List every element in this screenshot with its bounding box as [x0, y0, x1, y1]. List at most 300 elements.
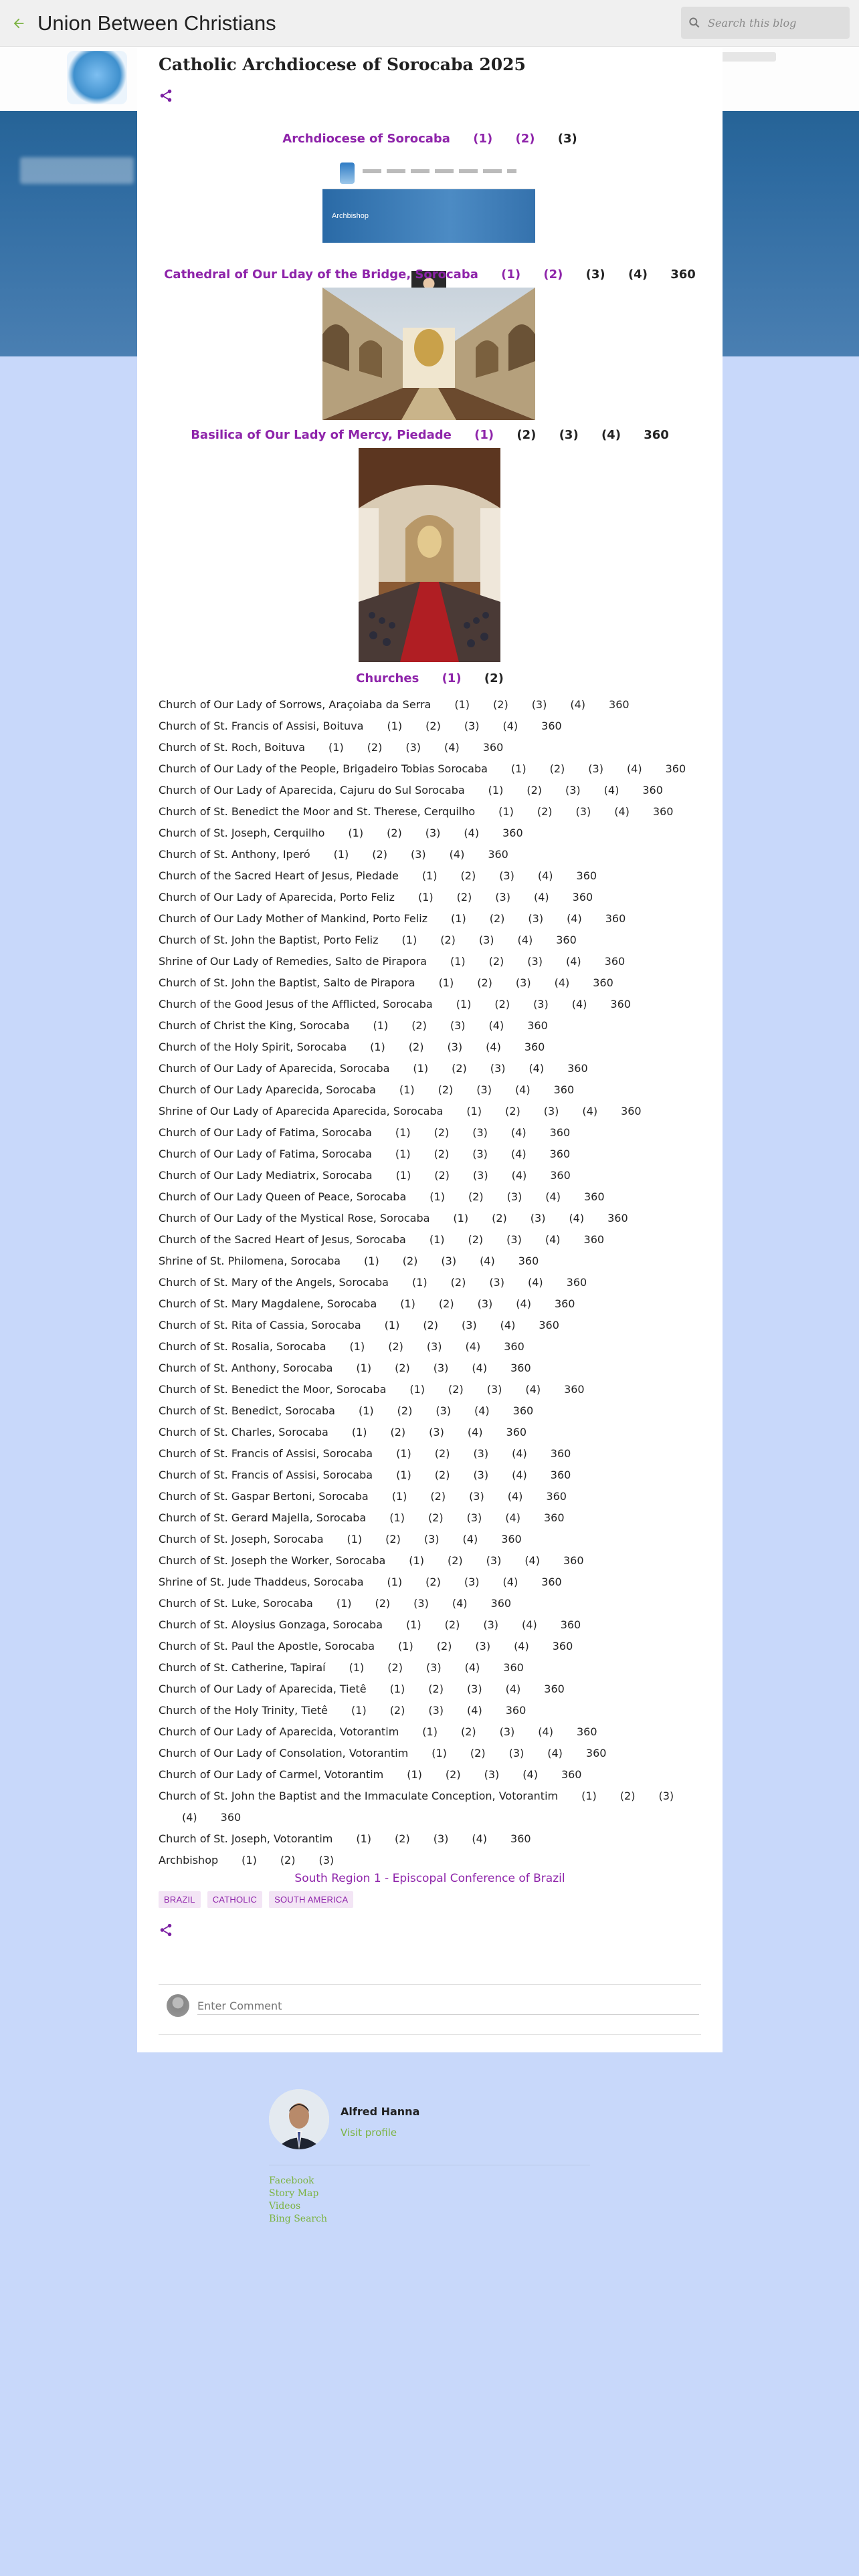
church-name: Shrine of Our Lady of Remedies, Salto de Pirapora: [159, 955, 427, 968]
label-chip[interactable]: CATHOLIC: [207, 1891, 262, 1908]
profile-name[interactable]: Alfred Hanna: [341, 2105, 420, 2118]
church-ref: 360: [642, 784, 663, 796]
church-name: Church of St. Luke, Sorocaba: [159, 1597, 313, 1610]
section-link-1[interactable]: (1): [501, 267, 521, 282]
church-ref: (4): [538, 1725, 553, 1738]
church-ref: (3): [575, 805, 591, 818]
church-ref: (4): [565, 955, 581, 968]
church-ref: 360: [502, 827, 523, 839]
profile-link[interactable]: Facebook: [269, 2175, 314, 2186]
church-ref: (3): [499, 869, 514, 882]
church-ref: (2): [489, 912, 505, 925]
church-ref: 360: [552, 1640, 573, 1652]
church-name: Church of St. Benedict the Moor, Sorocaba: [159, 1383, 387, 1396]
church-ref: (3): [499, 1725, 515, 1738]
church-ref: (3): [506, 1190, 522, 1203]
section-title-link[interactable]: Churches: [356, 671, 419, 685]
church-row: [159, 1422, 707, 1443]
church-ref: (2): [402, 1255, 418, 1267]
church-ref: (1): [333, 848, 349, 861]
church-ref: (1): [373, 1019, 389, 1032]
church-ref: (2): [460, 1725, 476, 1738]
church-name: Church of Our Lady Mediatrix, Sorocaba: [159, 1169, 373, 1182]
church-row: [159, 1293, 707, 1315]
church-ref: (1): [411, 1276, 427, 1289]
church-name: Church of Our Lady of Aparecida, Sorocaba: [159, 1062, 390, 1075]
church-ref: 360: [585, 1747, 607, 1759]
church-ref: (2): [411, 1019, 427, 1032]
church-ref: (1): [401, 934, 417, 946]
church-ref: (3): [425, 827, 441, 839]
search-input[interactable]: [708, 17, 842, 29]
church-ref: (4): [510, 1148, 527, 1160]
section-basilica: [137, 428, 723, 442]
church-ref: (1): [409, 1383, 425, 1396]
church-row: [159, 1400, 707, 1422]
church-row: [159, 1443, 707, 1465]
cathedral-interior-image[interactable]: [322, 288, 535, 420]
church-ref: (2): [488, 955, 504, 968]
share-icon[interactable]: [159, 88, 173, 106]
church-ref: (2): [445, 1768, 461, 1781]
church-ref: (3): [429, 1426, 444, 1438]
church-ref: (4): [582, 1105, 598, 1117]
church-ref: (2): [397, 1404, 413, 1417]
church-ref: 360: [512, 1404, 534, 1417]
share-icon[interactable]: [159, 1923, 173, 1940]
church-row: [159, 1037, 707, 1058]
church-name: Church of the Sacred Heart of Jesus, Sorocaba: [159, 1233, 406, 1246]
church-ref: (4): [452, 1597, 468, 1610]
church-ref: (2): [470, 1747, 486, 1759]
section-link-2[interactable]: (2): [515, 132, 535, 146]
church-ref: (3): [508, 1747, 524, 1759]
church-ref: (3): [318, 1854, 335, 1866]
church-ref: (1): [349, 1340, 365, 1353]
top-bar: [0, 0, 859, 47]
church-ref: (2): [438, 1083, 454, 1096]
church-ref: (3): [476, 1083, 492, 1096]
church-ref: (3): [466, 1511, 482, 1524]
church-ref: (4): [462, 1533, 478, 1545]
church-name: Church of St. Francis of Assisi, Boituva: [159, 720, 364, 732]
church-row: [159, 1529, 707, 1550]
blog-title[interactable]: Union Between Christians: [37, 11, 276, 35]
church-name: Church of St. Rita of Cassia, Sorocaba: [159, 1319, 361, 1331]
church-ref: (2): [527, 784, 542, 796]
church-ref: (3): [489, 1276, 504, 1289]
section-ref-360: 360: [644, 428, 669, 442]
church-ref: (3): [588, 762, 603, 775]
church-ref: (3): [543, 1105, 559, 1117]
church-ref: (2): [444, 1618, 460, 1631]
church-list: [159, 694, 707, 1871]
church-ref: (4): [614, 805, 630, 818]
section-churches: [137, 671, 723, 685]
church-ref: (2): [468, 1233, 484, 1246]
church-name: Church of St. Anthony, Sorocaba: [159, 1362, 333, 1374]
church-ref: 360: [583, 1190, 605, 1203]
church-row: [159, 1721, 707, 1743]
church-ref: (2): [389, 1704, 405, 1717]
church-ref: (4): [527, 1276, 543, 1289]
church-row: [159, 1208, 707, 1229]
church-ref: (1): [364, 1255, 379, 1267]
church-ref: (3): [473, 1447, 489, 1460]
church-name: Church of the Good Jesus of the Afflicted, Sorocaba: [159, 998, 433, 1010]
church-ref: (1): [351, 1426, 367, 1438]
church-ref: (3): [472, 1169, 488, 1182]
church-ref: (3): [486, 1554, 502, 1567]
comment-input[interactable]: [197, 2000, 666, 2012]
church-ref: (4): [545, 1233, 561, 1246]
church-ref: (3): [428, 1704, 444, 1717]
church-ref: (1): [421, 869, 438, 882]
banner-text-blur: [20, 157, 134, 184]
church-ref: (4): [545, 1190, 561, 1203]
church-name: Church of the Sacred Heart of Jesus, Piedade: [159, 869, 399, 882]
church-ref: (2): [375, 1597, 391, 1610]
church-ref: 360: [572, 891, 593, 903]
section-ref-2: (2): [516, 428, 537, 442]
church-name: Church of Our Lady Mother of Mankind, Porto Feliz: [159, 912, 428, 925]
church-ref: (3): [425, 1661, 442, 1674]
church-ref: (4): [505, 1683, 521, 1695]
church-ref: 360: [609, 698, 630, 711]
church-row: [159, 1165, 707, 1186]
section-ref-4: (4): [628, 267, 648, 282]
church-ref: (1): [347, 1533, 363, 1545]
church-ref: 360: [505, 1704, 527, 1717]
church-name: Church of St. Catherine, Tapiraí: [159, 1661, 326, 1674]
church-ref: (3): [405, 741, 421, 754]
church-ref: (4): [603, 784, 619, 796]
church-ref: (3): [413, 1597, 429, 1610]
church-row: [159, 1614, 707, 1636]
church-row: [159, 1101, 707, 1122]
church-ref: (3): [490, 1062, 506, 1075]
church-ref: (3): [506, 1233, 522, 1246]
church-ref: (2): [494, 998, 510, 1010]
church-ref: (2): [450, 1276, 466, 1289]
comment-underline: [197, 2014, 699, 2015]
church-ref: (4): [525, 1383, 541, 1396]
church-ref: (4): [529, 1062, 545, 1075]
church-ref: (4): [464, 1661, 480, 1674]
church-ref: (3): [530, 1212, 546, 1224]
church-ref: (1): [451, 912, 466, 925]
church-name: Church of Our Lady of Aparecida, Porto Feliz: [159, 891, 395, 903]
church-ref: (2): [430, 1490, 446, 1503]
church-ref: 360: [560, 1618, 581, 1631]
church-row: [159, 1786, 707, 1828]
post-title: Catholic Archdiocese of Sorocaba 2025: [159, 55, 526, 74]
church-row: [159, 1358, 707, 1379]
church-row: [159, 844, 707, 865]
post-labels: [159, 1891, 353, 1908]
label-chip[interactable]: BRAZIL: [159, 1891, 201, 1908]
church-ref: (1): [387, 720, 403, 732]
search-box[interactable]: [681, 7, 850, 39]
church-ref: (4): [486, 1041, 501, 1053]
church-ref: (1): [422, 1725, 438, 1738]
church-ref: (4): [449, 848, 465, 861]
section-ref-3: (3): [557, 132, 577, 146]
church-row: [159, 1379, 707, 1400]
church-ref: 360: [504, 1340, 524, 1353]
church-ref: (4): [182, 1811, 197, 1824]
church-row: [159, 1229, 707, 1251]
section-link-1[interactable]: (1): [473, 132, 493, 146]
church-ref: (1): [438, 976, 454, 989]
church-ref: (1): [400, 1297, 415, 1310]
church-ref: (1): [356, 1832, 372, 1845]
church-ref: (3): [565, 784, 581, 796]
section-title-link[interactable]: Archdiocese of Sorocaba: [282, 132, 450, 146]
church-name: Archbishop: [159, 1854, 219, 1866]
church-ref: 360: [524, 1041, 545, 1053]
church-row: [159, 1636, 707, 1657]
commenter-avatar-icon: [167, 1994, 189, 2017]
back-arrow-icon[interactable]: [0, 0, 37, 47]
church-ref: (2): [434, 1126, 450, 1139]
profile-link[interactable]: Story Map: [269, 2188, 319, 2199]
section-cathedral: [137, 267, 723, 282]
search-icon[interactable]: [681, 16, 708, 29]
church-name: Church of St. Francis of Assisi, Sorocaba: [159, 1447, 373, 1460]
section-title-link[interactable]: Basilica of Our Lady of Mercy, Piedade: [191, 428, 452, 442]
church-ref: (1): [413, 1062, 429, 1075]
church-ref: (4): [510, 1126, 527, 1139]
section-link-1[interactable]: (1): [442, 671, 462, 685]
church-ref: 360: [576, 1725, 597, 1738]
church-ref: (4): [522, 1768, 538, 1781]
section-link-2[interactable]: (2): [543, 267, 563, 282]
church-ref: (4): [533, 891, 549, 903]
church-ref: (4): [514, 1640, 529, 1652]
church-ref: (2): [434, 1447, 450, 1460]
post-card: [137, 47, 723, 2052]
church-ref: (4): [444, 741, 460, 754]
church-ref: (4): [547, 1747, 563, 1759]
church-row: [159, 1079, 707, 1101]
church-ref: (2): [460, 869, 476, 882]
section-ref-3: (3): [559, 428, 579, 442]
church-ref: 360: [506, 1426, 527, 1438]
section-ref-4: (4): [601, 428, 621, 442]
church-ref: (2): [436, 1640, 452, 1652]
label-chip[interactable]: SOUTH AMERICA: [269, 1891, 353, 1908]
church-ref: (3): [423, 1533, 440, 1545]
church-ref: (2): [425, 1576, 441, 1588]
church-name: Church of the Holy Trinity, Tietê: [159, 1704, 328, 1717]
church-ref: 360: [563, 1554, 584, 1567]
church-ref: (1): [453, 1212, 469, 1224]
church-ref: 360: [607, 1212, 628, 1224]
church-ref: (1): [432, 1747, 447, 1759]
church-row: [159, 1486, 707, 1507]
church-name: Church of St. Joseph, Cerquilho: [159, 827, 325, 839]
church-name: Church of Our Lady of Fatima, Sorocaba: [159, 1126, 372, 1139]
church-ref: (2): [537, 805, 553, 818]
church-ref: (1): [456, 998, 472, 1010]
church-name: Church of St. Mary Magdalene, Sorocaba: [159, 1297, 377, 1310]
church-ref: (2): [434, 1469, 450, 1481]
church-ref: (2): [427, 1511, 444, 1524]
profile-link[interactable]: Videos: [269, 2201, 301, 2212]
church-ref: (3): [433, 1362, 449, 1374]
visit-profile-link[interactable]: Visit profile: [341, 2127, 397, 2139]
church-ref: (3): [527, 955, 543, 968]
church-ref: 360: [543, 1511, 565, 1524]
church-ref: (1): [242, 1854, 257, 1866]
church-ref: (1): [395, 1148, 411, 1160]
church-ref: (2): [493, 698, 508, 711]
church-row: [159, 1572, 707, 1593]
church-row: [159, 780, 707, 801]
church-ref: (1): [430, 1190, 445, 1203]
church-ref: (3): [466, 1683, 482, 1695]
church-ref: (4): [570, 698, 586, 711]
church-ref: 360: [576, 869, 597, 882]
church-ref: (1): [581, 1790, 597, 1802]
church-ref: (2): [492, 1212, 507, 1224]
church-name: Church of St. Aloysius Gonzaga, Sorocaba: [159, 1618, 383, 1631]
church-ref: (3): [531, 698, 547, 711]
church-ref: (1): [348, 827, 364, 839]
church-ref: 360: [550, 1469, 571, 1481]
church-row: [159, 1743, 707, 1764]
church-ref: (1): [395, 1126, 411, 1139]
church-ref: (3): [495, 891, 510, 903]
church-row: [159, 716, 707, 737]
church-ref: (4): [472, 1362, 488, 1374]
church-ref: (1): [349, 1661, 365, 1674]
church-ref: (4): [467, 1704, 482, 1717]
church-ref: 360: [220, 1811, 242, 1824]
church-ref: (4): [554, 976, 570, 989]
church-ref: (2): [387, 827, 402, 839]
church-ref: (3): [515, 976, 531, 989]
church-ref: 360: [488, 848, 508, 861]
church-ref: 360: [549, 1148, 571, 1160]
section-ref-360: 360: [670, 267, 696, 282]
church-name: Church of St. John the Baptist and the Immaculate Conception, Votorantim: [159, 1790, 559, 1802]
church-ref: (1): [409, 1554, 424, 1567]
church-ref: (2): [387, 1661, 403, 1674]
section-link-1[interactable]: (1): [474, 428, 494, 442]
church-ref: (4): [502, 720, 518, 732]
church-name: Church of Our Lady of Fatima, Sorocaba: [159, 1148, 372, 1160]
church-row: [159, 1850, 707, 1871]
church-ref: (3): [477, 1297, 493, 1310]
church-row: [159, 758, 707, 780]
church-ref: (3): [472, 1148, 488, 1160]
section-ref-2: (2): [484, 671, 504, 685]
section-title-link[interactable]: Cathedral of Our Lday of the Bridge, Sorocaba: [164, 267, 478, 282]
church-ref: (2): [468, 1190, 484, 1203]
church-name: Shrine of Our Lady of Aparecida Aparecida, Sorocaba: [159, 1105, 444, 1117]
banner-caption: Archbishop: [332, 212, 369, 220]
church-name: Church of St. Joseph the Worker, Sorocaba: [159, 1554, 386, 1567]
church-ref: (4): [569, 1212, 585, 1224]
church-row: [159, 1315, 707, 1336]
church-ref: (4): [512, 1469, 527, 1481]
church-row: [159, 801, 707, 823]
church-name: Church of Our Lady of Aparecida, Cajuru do Sul Sorocaba: [159, 784, 465, 796]
section-archdiocese: [137, 132, 723, 146]
church-ref: 360: [482, 741, 504, 754]
church-ref: (2): [447, 1554, 463, 1567]
church-row: [159, 1272, 707, 1293]
comment-section: [159, 1984, 701, 2035]
church-ref: 360: [541, 720, 562, 732]
church-ref: (2): [423, 1319, 438, 1331]
church-ref: (2): [434, 1169, 450, 1182]
church-ref: (4): [512, 1447, 527, 1460]
church-ref: (1): [328, 741, 344, 754]
church-ref: (1): [389, 1511, 405, 1524]
church-ref: (1): [387, 1576, 403, 1588]
church-ref: (3): [447, 1041, 463, 1053]
church-ref: (2): [408, 1041, 424, 1053]
church-name: Shrine of St. Philomena, Sorocaba: [159, 1255, 341, 1267]
profile-link[interactable]: Bing Search: [269, 2214, 327, 2224]
church-ref: (3): [528, 912, 544, 925]
church-name: Church of Our Lady Queen of Peace, Sorocaba: [159, 1190, 407, 1203]
church-name: Church of St. Anthony, Iperó: [159, 848, 310, 861]
church-ref: 360: [518, 1255, 539, 1267]
church-name: Church of St. Gaspar Bertoni, Sorocaba: [159, 1490, 369, 1503]
church-ref: (1): [370, 1041, 385, 1053]
church-ref: 360: [652, 805, 674, 818]
church-ref: 360: [527, 1019, 548, 1032]
church-ref: (1): [358, 1404, 374, 1417]
region-link[interactable]: South Region 1 - Episcopal Conference of Brazil: [294, 1872, 565, 1885]
church-ref: (1): [396, 1469, 411, 1481]
church-name: Shrine of St. Jude Thaddeus, Sorocaba: [159, 1576, 364, 1588]
church-ref: (3): [464, 720, 480, 732]
church-name: Church of St. Benedict, Sorocaba: [159, 1404, 335, 1417]
profile-avatar[interactable]: [269, 2089, 329, 2149]
church-row: [159, 1058, 707, 1079]
church-row: [159, 1251, 707, 1272]
church-ref: (2): [395, 1362, 410, 1374]
church-row: [159, 1550, 707, 1572]
church-ref: (1): [356, 1362, 372, 1374]
church-ref: 360: [554, 1297, 575, 1310]
church-row: [159, 1122, 707, 1144]
church-name: Church of Our Lady of Aparecida, Votorantim: [159, 1725, 399, 1738]
basilica-interior-image[interactable]: [359, 448, 500, 662]
church-name: Church of St. Mary of the Angels, Sorocaba: [159, 1276, 389, 1289]
church-ref: (2): [477, 976, 492, 989]
church-ref: (3): [658, 1790, 674, 1802]
church-name: Church of Our Lady Aparecida, Sorocaba: [159, 1083, 376, 1096]
profile-links: [269, 2175, 327, 2226]
church-row: [159, 908, 707, 930]
church-ref: (2): [372, 848, 387, 861]
church-name: Church of Our Lady of Carmel, Votorantim: [159, 1768, 384, 1781]
church-ref: 360: [550, 1169, 571, 1182]
church-ref: (3): [410, 848, 426, 861]
church-ref: (4): [502, 1576, 518, 1588]
church-ref: (4): [514, 1083, 531, 1096]
church-ref: 360: [610, 998, 631, 1010]
church-ref: 360: [556, 934, 577, 946]
church-ref: (2): [438, 1297, 454, 1310]
church-row: [159, 737, 707, 758]
